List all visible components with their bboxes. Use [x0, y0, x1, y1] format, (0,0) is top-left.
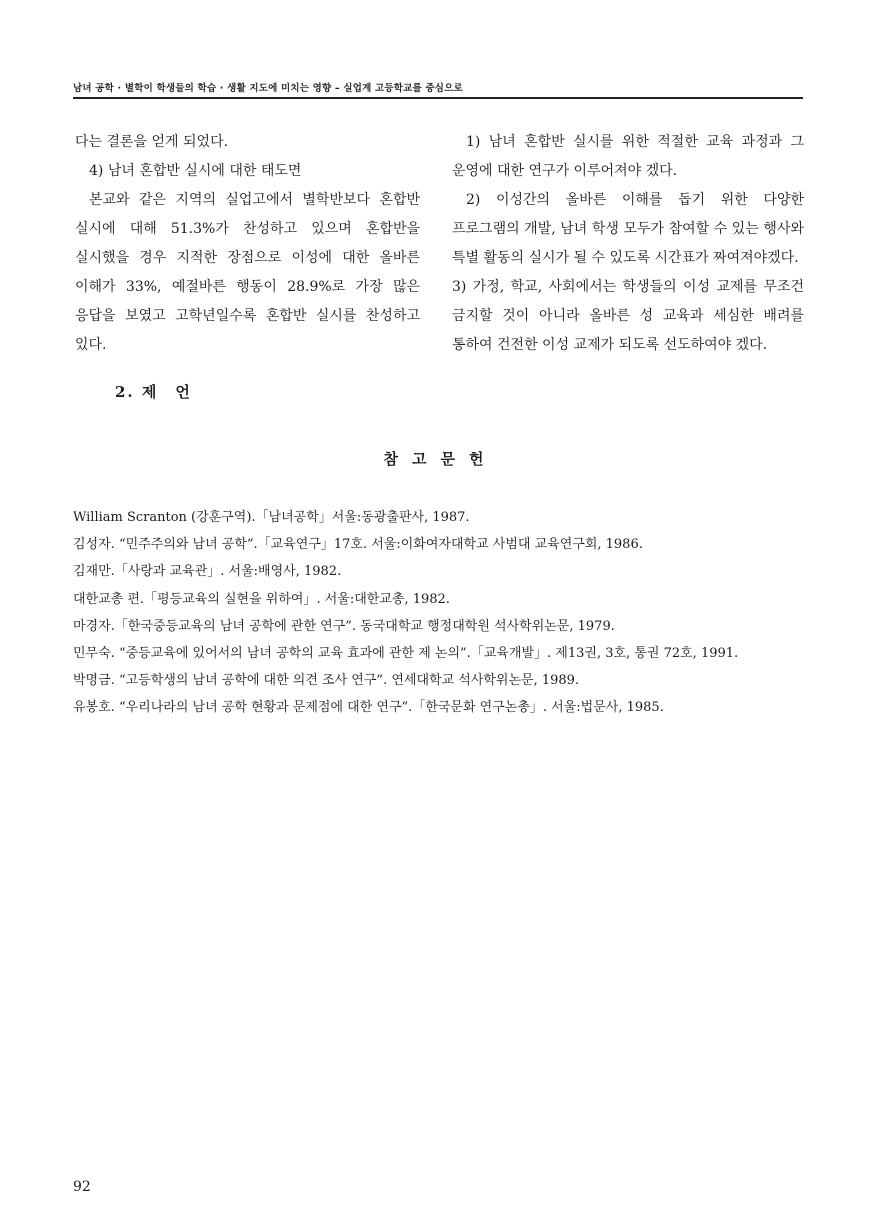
reference-item: 김재만.「사랑과 교육관」. 서울:배영사, 1982.	[73, 564, 342, 580]
paragraph: 본교와 같은 지역의 실업고에서 별학반보다 혼합반 실시에 대해 51.3%가 찬성하고 있으며 혼합반을 실시했을 경우 지적한 장점으로 이성에 대한 올바른 이해가 33%, 예절바른 행동이 28.9%로 가장 많은 응답을 보였고 고학년일수록 혼합반 실시를 찬성하고 있다.	[75, 192, 420, 353]
references-title: 참고문헌	[383, 450, 498, 468]
page-number: 92	[73, 1179, 91, 1195]
reference-item: 유봉호. “우리나라의 남녀 공학 현황과 문제점에 대한 연구”.「한국문화 연구논총」. 서울:법문사, 1985.	[73, 700, 664, 716]
reference-item: 김성자. “민주주의와 남녀 공학”.「교육연구」17호. 서울:이화여자대학교 사범대 교육연구회, 1986.	[73, 537, 643, 553]
paragraph: 다는 결론을 얻게 되었다.	[75, 134, 229, 150]
references-list	[73, 504, 805, 722]
section-heading: 2. 제 언	[115, 383, 192, 401]
paragraph: 2) 이성간의 올바른 이해를 돕기 위한 다양한 프로그램의 개발, 남녀 학생 모두가 참여할 수 있는 행사와 특별 활동의 실시가 될 수 있도록 시간표가 짜여져야겠다.	[452, 192, 804, 266]
reference-item: William Scranton (강훈구역).「남녀공학」서울:동광출판사, 1987.	[73, 510, 470, 525]
reference-item: 마경자.「한국중등교육의 남녀 공학에 관한 연구”. 동국대학교 행정대학원 석사학위논문, 1979.	[73, 618, 615, 634]
running-header: 남녀 공학 · 별학이 학생들의 학습 · 생활 지도에 미치는 영향 – 실업계 고등학교를 중심으로	[73, 83, 463, 94]
left-column	[75, 128, 420, 407]
reference-item: 민무숙. “중등교육에 있어서의 남녀 공학의 교육 효과에 관한 제 논의”.「교육개발」. 제13권, 3호, 통권 72호, 1991.	[73, 646, 739, 662]
paragraph: 1) 남녀 혼합반 실시를 위한 적절한 교육 과정과 그 운영에 대한 연구가 이루어져야 겠다.	[452, 134, 804, 179]
paragraph: 3) 가정, 학교, 사회에서는 학생들의 이성 교제를 무조건 금지할 것이 아니라 올바른 성 교육과 세심한 배려를 통하여 건전한 이성 교제가 되도록 선도하여야 겠다.	[452, 279, 804, 353]
header-rule	[73, 97, 803, 99]
right-column	[452, 128, 804, 360]
reference-item: 대한교총 편.「평등교육의 실현을 위하여」. 서울:대한교총, 1982.	[73, 591, 450, 607]
reference-item: 박명금. “고등학생의 남녀 공학에 대한 의견 조사 연구”. 연세대학교 석사학위논문, 1989.	[73, 673, 580, 689]
subsection-heading: 4) 남녀 혼합반 실시에 대한 태도면	[89, 163, 302, 179]
